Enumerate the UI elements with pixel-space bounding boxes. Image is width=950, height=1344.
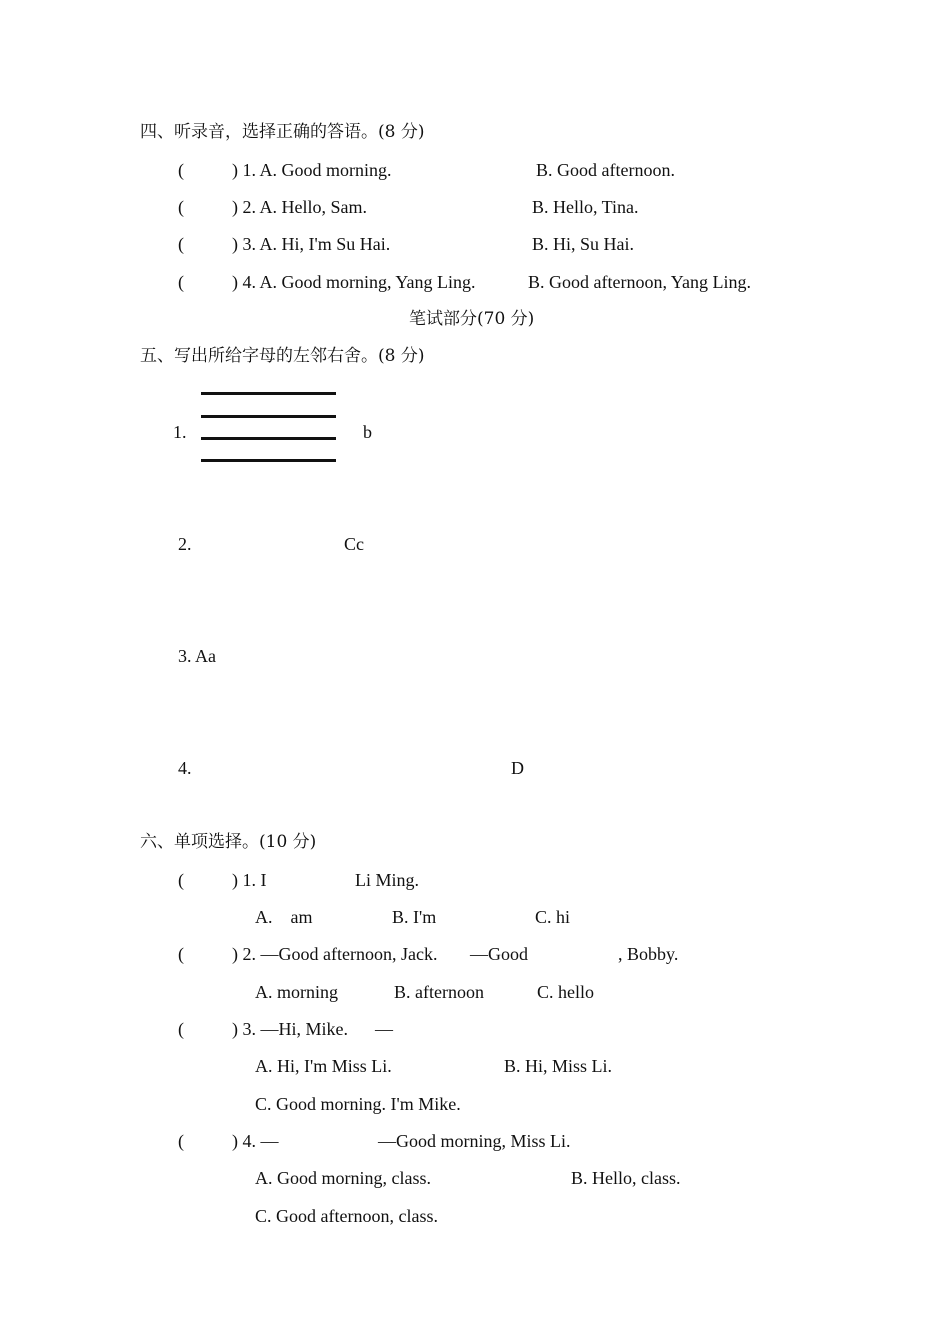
letter-item-number: 4. — [178, 758, 192, 778]
section-heading-choice: 六、单项选择。(10 分) — [140, 832, 317, 852]
question-option-b: B. Hello, Tina. — [532, 197, 639, 217]
choice-option-c: C. Good morning. I'm Mike. — [255, 1094, 461, 1114]
question-stem: ) 1. I — [232, 870, 267, 890]
writing-line — [201, 392, 336, 395]
choice-option-c: C. Good afternoon, class. — [255, 1206, 438, 1226]
question-option-b: B. Good afternoon, Yang Ling. — [528, 272, 751, 292]
written-part-title: 笔试部分(70 分) — [409, 309, 535, 329]
writing-line — [201, 415, 336, 418]
question-stem-tail: , Bobby. — [618, 944, 679, 964]
given-letter: Cc — [344, 534, 364, 554]
question-stem: ) 3. —Hi, Mike. — [232, 1019, 348, 1039]
letter-item-number: 2. — [178, 534, 192, 554]
choice-option-b: B. Hi, Miss Li. — [504, 1056, 613, 1076]
question-stem-tail: Li Ming. — [355, 870, 420, 890]
answer-bracket[interactable]: ( — [178, 1019, 184, 1039]
choice-option-b: B. Hello, class. — [571, 1168, 681, 1188]
question-stem: ) 4. — — [232, 1131, 279, 1151]
answer-bracket[interactable]: ( — [178, 160, 184, 180]
question-option-b: B. Hi, Su Hai. — [532, 234, 635, 254]
answer-bracket[interactable]: ( — [178, 870, 184, 890]
choice-option-a: A. am — [255, 907, 313, 927]
choice-option-b: B. afternoon — [394, 982, 484, 1002]
section-heading-letters: 五、写出所给字母的左邻右舍。(8 分) — [140, 346, 425, 366]
answer-bracket[interactable]: ( — [178, 272, 184, 292]
question-stem-mid: — — [375, 1019, 393, 1039]
answer-bracket[interactable]: ( — [178, 1131, 184, 1151]
given-letter: D — [511, 758, 524, 778]
choice-option-b: B. I'm — [392, 907, 437, 927]
choice-option-a: A. Good morning, class. — [255, 1168, 431, 1188]
choice-option-a: A. Hi, I'm Miss Li. — [255, 1056, 392, 1076]
section-heading-listening: 四、听录音，选择正确的答语。(8 分) — [140, 122, 425, 142]
question-stem-mid: —Good — [470, 944, 528, 964]
writing-line — [201, 459, 336, 462]
answer-bracket[interactable]: ( — [178, 944, 184, 964]
question-option-b: B. Good afternoon. — [536, 160, 675, 180]
question-option-a: ) 4. A. Good morning, Yang Ling. — [232, 272, 476, 292]
question-stem: ) 2. —Good afternoon, Jack. — [232, 944, 438, 964]
given-letter: b — [363, 422, 372, 442]
letter-item-number: 3. Aa — [178, 646, 216, 666]
choice-option-c: C. hello — [537, 982, 594, 1002]
choice-option-a: A. morning — [255, 982, 338, 1002]
writing-line — [201, 437, 336, 440]
letter-item-number: 1. — [173, 422, 187, 442]
choice-option-c: C. hi — [535, 907, 571, 927]
answer-bracket[interactable]: ( — [178, 197, 184, 217]
answer-bracket[interactable]: ( — [178, 234, 184, 254]
question-option-a: ) 1. A. Good morning. — [232, 160, 392, 180]
question-option-a: ) 2. A. Hello, Sam. — [232, 197, 367, 217]
question-stem-tail: —Good morning, Miss Li. — [378, 1131, 571, 1151]
question-option-a: ) 3. A. Hi, I'm Su Hai. — [232, 234, 391, 254]
